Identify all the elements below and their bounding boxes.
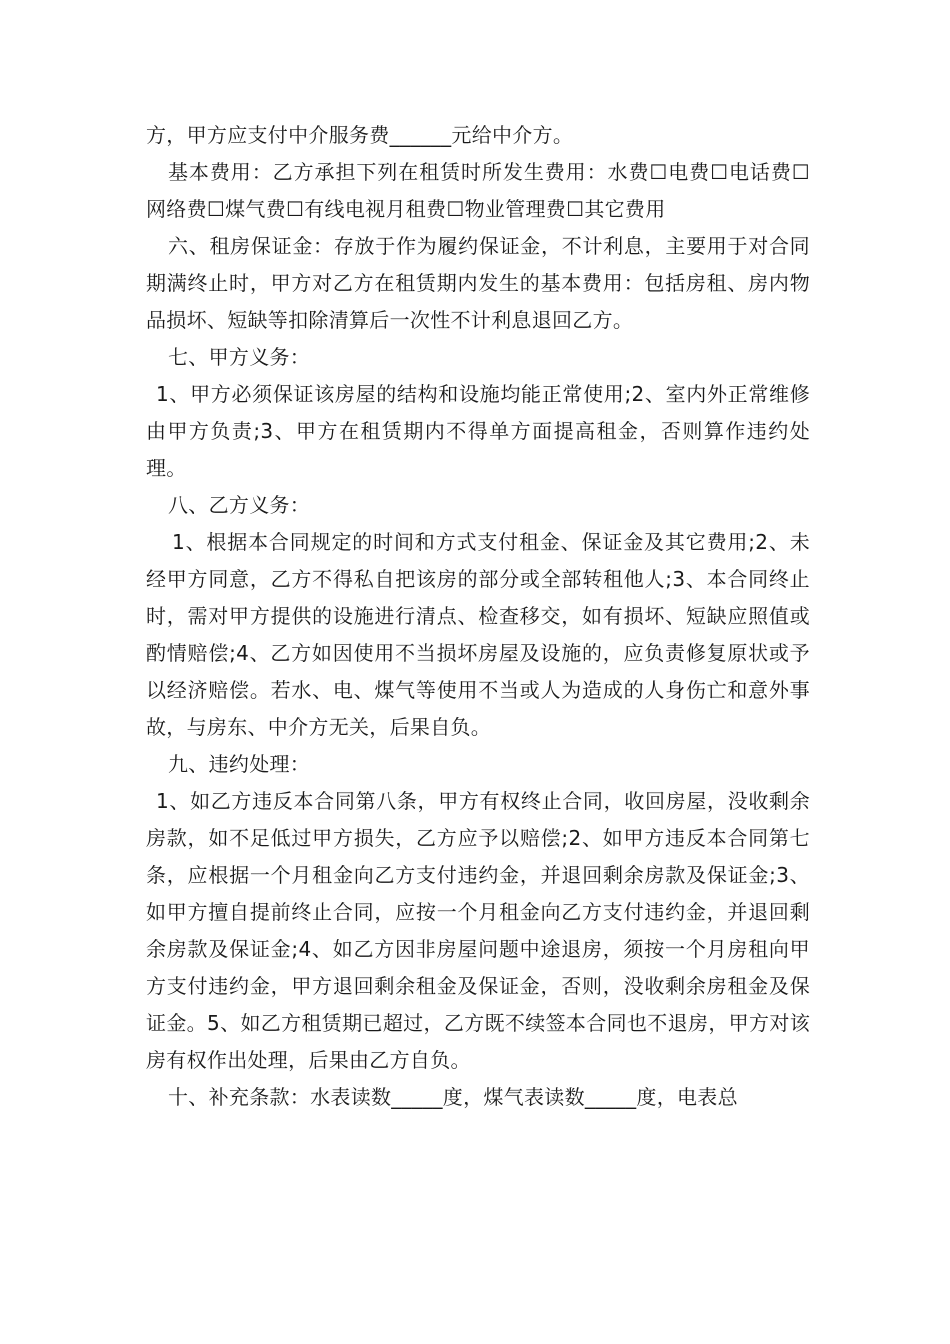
paragraph-section-6-deposit: 六、租房保证金：存放于作为履约保证金，不计利息，主要用于对合同期满终止时，甲方对乙方在租赁期内发生的基本费用：包括房租、房内物品损坏、短缺等扣除清算后一次性不计利息退回乙方。 [146, 234, 810, 332]
paragraph-section-7-body: 1、甲方必须保证该房屋的结构和设施均能正常使用;2、室内外正常维修由甲方负责;3、甲方在租赁期内不得单方面提高租金，否则算作违约处理。 [146, 382, 810, 480]
paragraph-section-10: 十、补充条款：水表读数_____度，煤气表读数_____度，电表总 [168, 1085, 738, 1109]
heading-section-7: 七、甲方义务： [168, 345, 311, 369]
paragraph-basic-fees: 基本费用：乙方承担下列在租赁时所发生费用：水费☐电费☐电话费☐网络费☐煤气费☐有线电视月租费☐物业管理费☐其它费用 [146, 160, 810, 221]
paragraph-agency-fee: 方，甲方应支付中介服务费______元给中介方。 [146, 123, 574, 147]
paragraph-section-9-body: 1、如乙方违反本合同第八条，甲方有权终止合同，收回房屋，没收剩余房款，如不足低过甲方损失，乙方应予以赔偿;2、如甲方违反本合同第七条，应根据一个月租金向乙方支付违约金，并退回剩余房款及保证金;3、如甲方擅自提前终止合同，应按一个月租金向乙方支付违约金，并退回剩余房款及保证金;4、如乙方因非房屋问题中途退房，须按一个月房租向甲方支付违约金，甲方退回剩余租金及保证金，否则，没收剩余房租金及保证金。5、如乙方租赁期已超过，乙方既不续签本合同也不退房，甲方对该房有权作出处理，后果由乙方自负。 [146, 789, 810, 1072]
paragraph-section-8-body: 1、根据本合同规定的时间和方式支付租金、保证金及其它费用;2、未经甲方同意，乙方不得私自把该房的部分或全部转租他人;3、本合同终止时，需对甲方提供的设施进行清点、检查移交，如有损坏、短缺应照值或酌情赔偿;4、乙方如因使用不当损坏房屋及设施的，应负责修复原状或予以经济赔偿。若水、电、煤气等使用不当或人为造成的人身伤亡和意外事故，与房东、中介方无关，后果自负。 [146, 530, 810, 739]
heading-section-8: 八、乙方义务： [168, 493, 311, 517]
document-body [146, 117, 810, 1116]
heading-section-9: 九、违约处理： [168, 752, 311, 776]
